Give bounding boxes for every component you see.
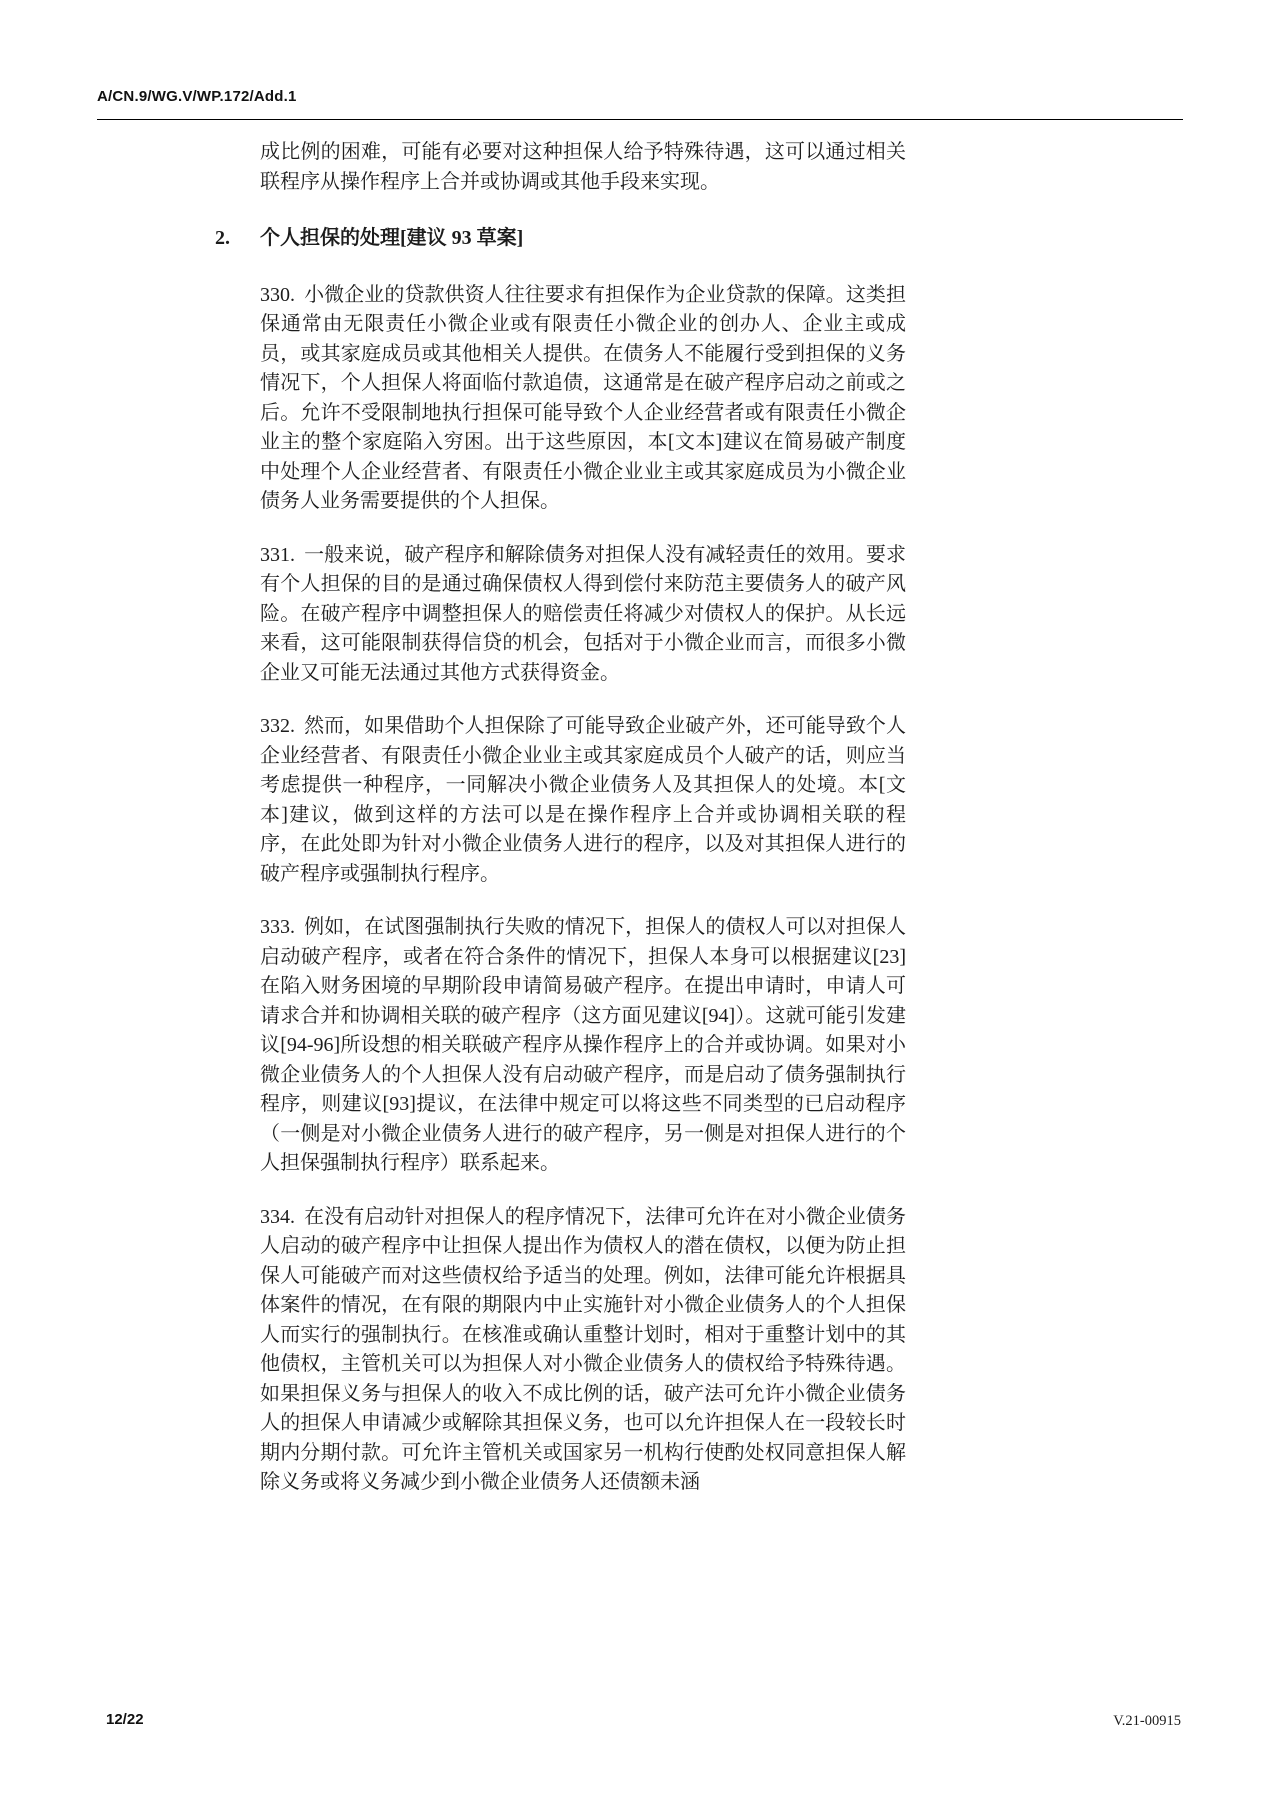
paragraph-text: 例如，在试图强制执行失败的情况下，担保人的债权人可以对担保人启动破产程序，或者在符合条件的情况下，担保人本身可以根据建议[23]在陷入财务困境的早期阶段申请简易破产程序。在提出申请时，申请人可请求合并和协调相关联的破产程序（这方面见建议[94]）。这就可能引发建议[94-96]所设想的相关联破产程序从操作程序上的合并或协调。如果对小微企业债务人的个人担保人没有启动破产程序，而是启动了债务强制执行程序，则建议[93]提议，在法律中规定可以将这些不同类型的已启动程序（一侧是对小微企业债务人进行的破产程序，另一侧是对担保人进行的个人担保强制执行程序）联系起来。 [260, 916, 906, 1174]
paragraph-330 [260, 281, 906, 517]
paragraph-number: 331. [260, 543, 295, 566]
paragraph-333 [260, 913, 906, 1179]
section-heading [215, 224, 906, 254]
section-number: 2. [215, 227, 230, 249]
paragraph-text: 小微企业的贷款供资人往往要求有担保作为企业贷款的保障。这类担保通常由无限责任小微企业或有限责任小微企业的创办人、企业主或成员，或其家庭成员或其他相关人提供。在债务人不能履行受到担保的义务情况下，个人担保人将面临付款追债，这通常是在破产程序启动之前或之后。允许不受限制地执行担保可能导致个人企业经营者或有限责任小微企业主的整个家庭陷入穷困。出于这些原因，本[文本]建议在简易破产制度中处理个人企业经营者、有限责任小微企业业主或其家庭成员为小微企业债务人业务需要提供的个人担保。 [260, 283, 906, 512]
paragraph-text: 然而，如果借助个人担保除了可能导致企业破产外，还可能导致个人企业经营者、有限责任小微企业业主或其家庭成员个人破产的话，则应当考虑提供一种程序，一同解决小微企业债务人及其担保人的处境。本[文本]建议，做到这样的方法可以是在操作程序上合并或协调相关联的程序，在此处即为针对小微企业债务人进行的程序，以及对其担保人进行的破产程序或强制执行程序。 [260, 715, 906, 885]
header-rule [97, 119, 1183, 120]
intro-continuation-paragraph: 成比例的困难，可能有必要对这种担保人给予特殊待遇，这可以通过相关联程序从操作程序上合并或协调或其他手段来实现。 [260, 141, 906, 193]
paragraph-text: 在没有启动针对担保人的程序情况下，法律可允许在对小微企业债务人启动的破产程序中让担保人提出作为债权人的潜在债权，以便为防止担保人可能破产而对这些债权给予适当的处理。例如，法律可能允许根据具体案件的情况，在有限的期限内中止实施针对小微企业债务人的个人担保人而实行的强制执行。在核准或确认重整计划时，相对于重整计划中的其他债权，主管机关可以为担保人对小微企业债务人的债权给予特殊待遇。如果担保义务与担保人的收入不成比例的话，破产法可允许小微企业债务人的担保人申请减少或解除其担保义务，也可以允许担保人在一段较长时期内分期付款。可允许主管机关或国家另一机构行使酌处权同意担保人解除义务或将义务减少到小微企业债务人还债额未涵 [260, 1205, 906, 1493]
document-symbol: A/CN.9/WG.V/WP.172/Add.1 [97, 88, 297, 105]
footer-document-ref: V.21-00915 [1113, 1713, 1181, 1729]
document-body [215, 138, 906, 1522]
paragraph-number: 330. [260, 283, 295, 306]
paragraph-number: 332. [260, 715, 295, 737]
paragraph-331 [260, 541, 906, 689]
section-title: 个人担保的处理[建议 93 草案] [260, 227, 524, 249]
paragraph-332 [260, 712, 906, 889]
paragraph-text: 一般来说，破产程序和解除债务对担保人没有减轻责任的效用。要求有个人担保的目的是通过确保债权人得到偿付来防范主要债务人的破产风险。在破产程序中调整担保人的赔偿责任将减少对债权人的保护。从长远来看，这可能限制获得信贷的机会，包括对于小微企业而言，而很多小微企业又可能无法通过其他方式获得资金。 [260, 543, 906, 684]
paragraph-334 [260, 1203, 906, 1498]
paragraph-number: 333. [260, 916, 295, 938]
footer-page-number: 12/22 [106, 1711, 144, 1728]
paragraph-number: 334. [260, 1205, 295, 1228]
